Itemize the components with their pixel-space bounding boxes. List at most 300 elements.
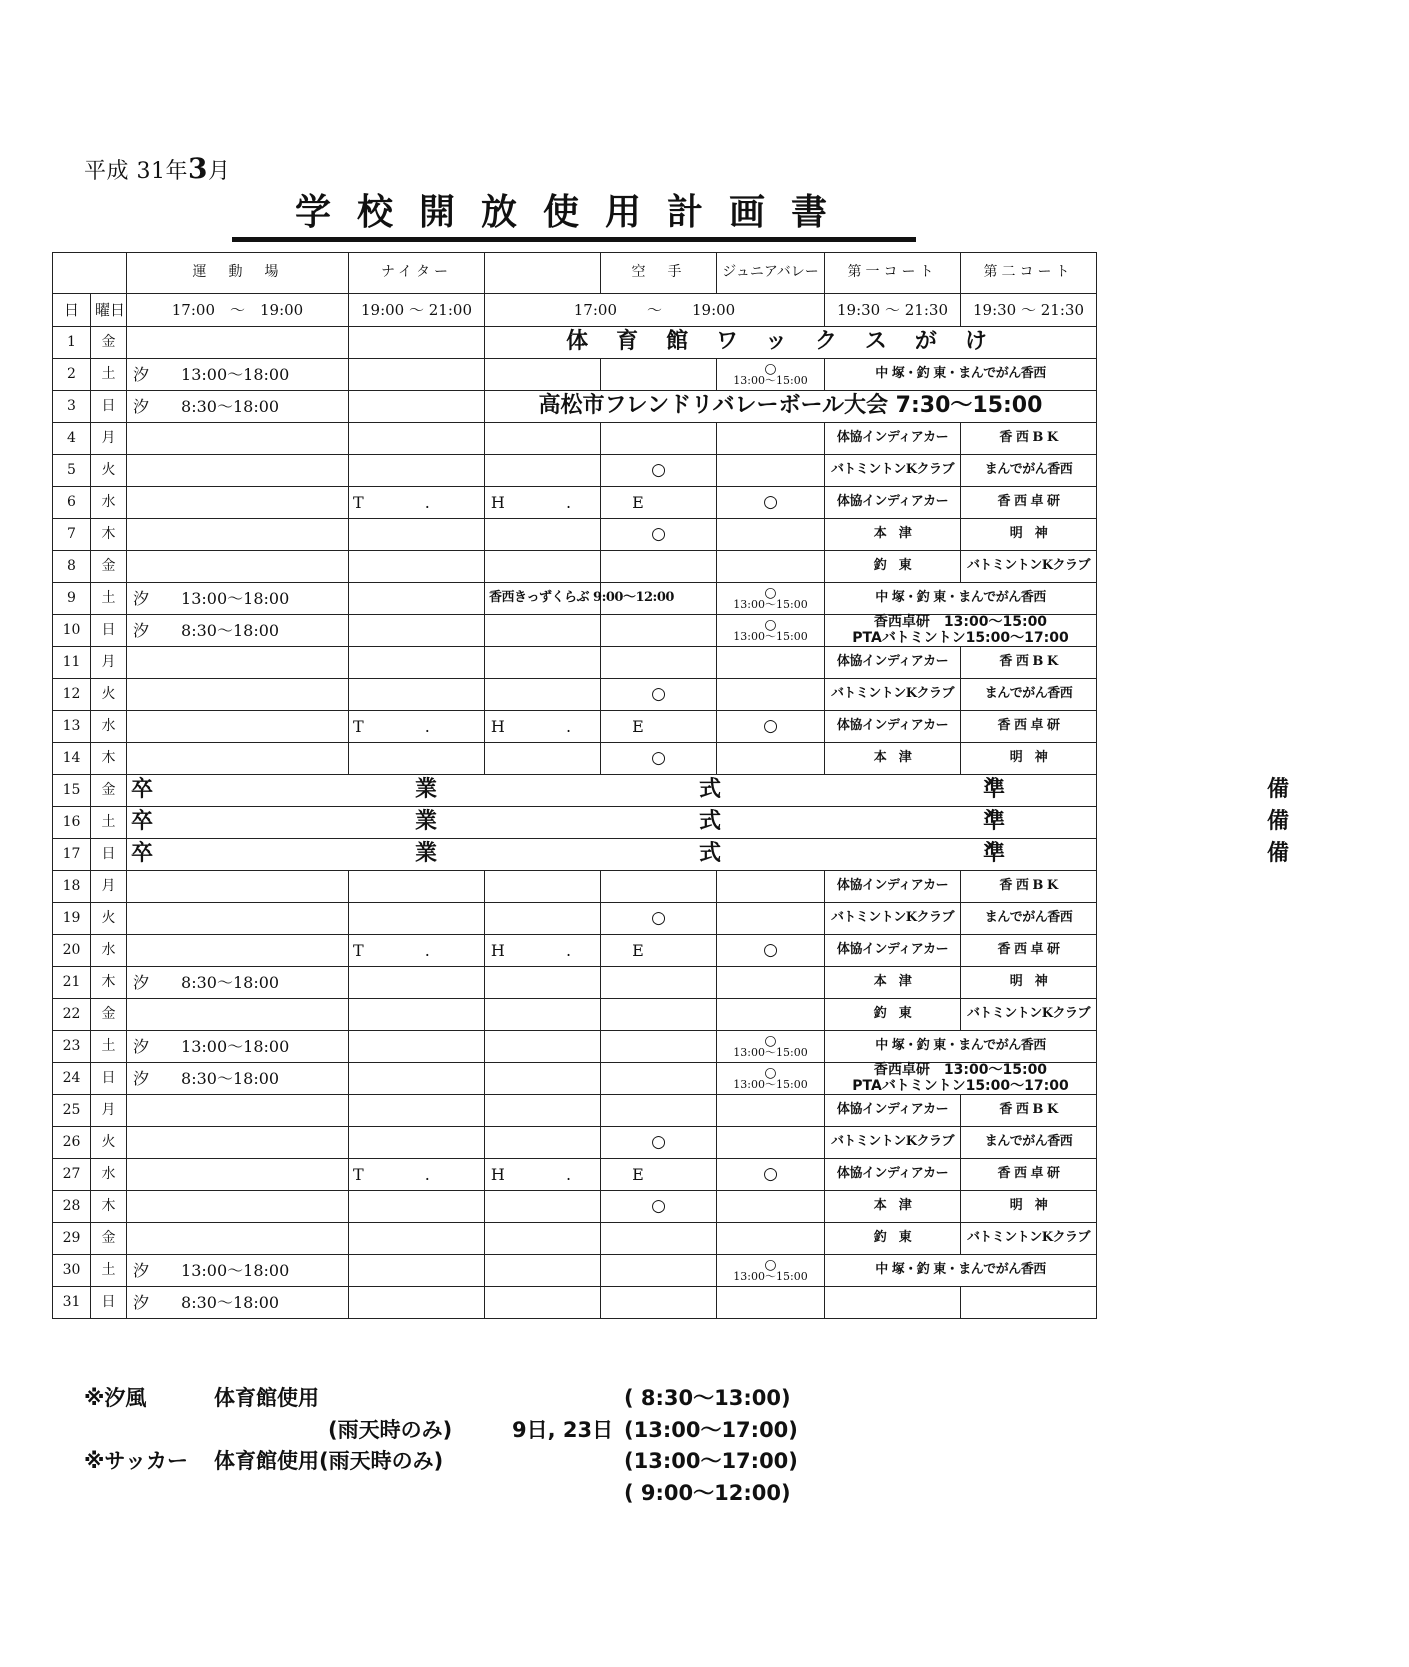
table-row [53,423,1097,455]
table-row [53,743,1097,775]
night-cell [349,583,485,615]
table-row [53,551,1097,583]
junior-volley-cell [717,1287,825,1319]
court-1-cell: バトミントンKクラブ [825,1127,961,1159]
col-night: ナイター [349,253,485,294]
court-1-cell: 体協インディアカー [825,647,961,679]
karate-cell: ○ [601,1191,717,1223]
gym-cell [485,1255,601,1287]
time-gym: 17:00 ～ 19:00 [485,294,825,327]
junior-volley-cell [717,1255,825,1287]
table-row [53,1287,1097,1319]
table-row [53,967,1097,999]
court-1-cell: 釣 東 [825,999,961,1031]
table-row [53,327,1097,359]
table-row [53,903,1097,935]
table-row [53,839,1097,871]
karate-cell [601,359,717,391]
title-underline [232,237,916,242]
night-cell [349,1095,485,1127]
table-row [53,1095,1097,1127]
court-1-cell: バトミントンKクラブ [825,455,961,487]
junior-volley-cell [717,679,825,711]
court-2-cell: 香 西 卓 研 [961,487,1097,519]
junior-volley-cell [717,1223,825,1255]
junior-volley-cell [717,967,825,999]
junior-volley-cell [717,583,825,615]
ground-user: 汐 [133,620,150,640]
schedule-body [53,253,1409,1319]
court-shared-line-1: 中 塚・釣 東・まんでがん香西 [875,590,1046,606]
header-row-facilities [53,253,1097,294]
karate-cell: ○ [601,743,717,775]
day-cell: 28 [53,1191,91,1223]
court-shared-line-1: 中 塚・釣 東・まんでがん香西 [875,1038,1046,1054]
ground-user: 汐 [133,1260,150,1280]
court-shared-line-1: 中 塚・釣 東・まんでがん香西 [875,366,1046,382]
ground-cell [127,359,349,391]
ground-cell [127,519,349,551]
court-1-cell: 体協インディアカー [825,487,961,519]
ground-time: 8:30～18:00 [181,1068,280,1088]
day-cell: 13 [53,711,91,743]
karate-cell [601,423,717,455]
table-row [53,647,1097,679]
ground-cell [127,1127,349,1159]
ground-cell [127,487,349,519]
night-cell [349,1255,485,1287]
ground-user: 汐 [133,364,150,384]
court-2-cell: 香 西 B K [961,647,1097,679]
header-blank [53,253,127,294]
night-cell [349,359,485,391]
night-cell: T . H . E [349,935,485,967]
court-1-cell: 体協インディアカー [825,1159,961,1191]
weekday-cell: 木 [91,519,127,551]
court-1-cell: 体協インディアカー [825,423,961,455]
head-weekday: 曜日 [91,294,127,327]
junior-volley-mark: ○ [763,1164,778,1185]
ground-cell [127,999,349,1031]
junior-volley-cell [717,455,825,487]
ground-user: 汐 [133,1036,150,1056]
table-row [53,999,1097,1031]
junior-volley-cell [717,423,825,455]
day-cell: 10 [53,615,91,647]
col-junior-volley: ジュニアバレー [717,253,825,294]
junior-volley-cell [717,1031,825,1063]
graduation-cell: 卒 業 式 準 備 [127,839,1097,871]
weekday-cell: 木 [91,967,127,999]
night-cell [349,615,485,647]
junior-volley-time: 13:00～15:00 [733,1269,808,1283]
day-cell: 19 [53,903,91,935]
weekday-cell: 日 [91,1287,127,1319]
junior-volley-mark: ○ [764,1256,777,1273]
court-shared-cell [825,615,1097,647]
karate-cell [601,871,717,903]
table-row [53,359,1097,391]
junior-volley-cell [717,487,825,519]
month-number: 3 [188,152,208,185]
gym-cell [485,1031,601,1063]
court-shared-cell [825,1063,1097,1095]
ground-user: 汐 [133,972,150,992]
weekday-cell: 土 [91,1255,127,1287]
gym-cell [485,967,601,999]
night-cell: T . H . E [349,1159,485,1191]
junior-volley-mark: ○ [763,716,778,737]
table-row [53,1191,1097,1223]
weekday-cell: 月 [91,871,127,903]
court-2-cell: バトミントンKクラブ [961,551,1097,583]
weekday-cell: 土 [91,807,127,839]
weekday-cell: 土 [91,583,127,615]
day-cell: 15 [53,775,91,807]
day-cell: 4 [53,423,91,455]
karate-cell [601,1031,717,1063]
ground-cell [127,391,349,423]
table-row [53,1223,1097,1255]
wax-cell: 体育館ワックスがけ [485,327,1097,359]
gym-cell [485,679,601,711]
court-1-cell: 体協インディアカー [825,935,961,967]
karate-cell [601,967,717,999]
table-row [53,775,1097,807]
day-cell: 17 [53,839,91,871]
karate-cell [601,1063,717,1095]
junior-volley-mark: ○ [763,492,778,513]
court-1-cell [825,1287,961,1319]
night-cell [349,1127,485,1159]
col-court-1: 第一コート [825,253,961,294]
junior-volley-cell [717,871,825,903]
court-shared-cell [825,1031,1097,1063]
ground-cell [127,1191,349,1223]
note-shiokaze-time: ( 8:30～13:00) [624,1386,791,1410]
junior-volley-cell [717,1159,825,1191]
day-cell: 25 [53,1095,91,1127]
note-soccer-time-2: ( 9:00～12:00) [624,1481,791,1505]
ground-cell [127,647,349,679]
table-row [53,487,1097,519]
weekday-cell: 金 [91,999,127,1031]
note-soccer-label: ※サッカー [84,1449,188,1473]
junior-volley-cell [717,999,825,1031]
night-cell [349,967,485,999]
karate-cell: ○ [601,903,717,935]
court-shared-line-1: 香西卓研 13:00～15:00 [873,1062,1048,1079]
court-2-cell: バトミントンKクラブ [961,1223,1097,1255]
gym-cell [485,999,601,1031]
weekday-cell: 水 [91,711,127,743]
court-1-cell: バトミントンKクラブ [825,903,961,935]
ground-cell [127,679,349,711]
ground-cell [127,871,349,903]
day-cell: 5 [53,455,91,487]
gym-cell [485,1191,601,1223]
day-cell: 29 [53,1223,91,1255]
night-cell [349,327,485,359]
ground-cell [127,327,349,359]
day-cell: 11 [53,647,91,679]
ground-time: 8:30～18:00 [181,396,280,416]
court-shared-line-2: PTAバトミントン15:00～17:00 [852,629,1069,646]
court-2-cell: まんでがん香西 [961,1127,1097,1159]
court-1-cell: 体協インディアカー [825,1095,961,1127]
table-row [53,679,1097,711]
weekday-cell: 金 [91,551,127,583]
ground-time: 8:30～18:00 [181,1292,280,1312]
court-2-cell: 明 神 [961,1191,1097,1223]
gym-cell [485,1127,601,1159]
junior-volley-mark: ○ [764,1032,777,1049]
table-row [53,391,1097,423]
night-cell [349,455,485,487]
junior-volley-mark: ○ [763,940,778,961]
time-night: 19:00 ～ 21:00 [349,294,485,327]
junior-volley-cell [717,647,825,679]
weekday-cell: 月 [91,1095,127,1127]
ground-time: 13:00～18:00 [181,1036,290,1056]
weekday-cell: 金 [91,327,127,359]
weekday-cell: 木 [91,743,127,775]
col-ground: 運 動 場 [127,253,349,294]
time-court-2: 19:30 ～ 21:30 [961,294,1097,327]
ground-cell [127,903,349,935]
ground-cell [127,1031,349,1063]
day-cell: 30 [53,1255,91,1287]
junior-volley-mark: ○ [764,1064,777,1081]
gym-cell [485,1095,601,1127]
court-1-cell: 体協インディアカー [825,871,961,903]
ground-cell [127,1255,349,1287]
karate-cell [601,1095,717,1127]
day-cell: 16 [53,807,91,839]
weekday-cell: 月 [91,647,127,679]
ground-user: 汐 [133,588,150,608]
night-cell [349,423,485,455]
ground-user: 汐 [133,1068,150,1088]
table-row [53,1031,1097,1063]
junior-volley-cell [717,743,825,775]
era-year: 平成 31年 [84,159,188,184]
col-blank [485,253,601,294]
karate-cell: ○ [601,519,717,551]
table-row [53,519,1097,551]
head-day: 日 [53,294,91,327]
night-cell [349,1063,485,1095]
court-2-cell: 明 神 [961,743,1097,775]
karate-cell [601,1255,717,1287]
junior-volley-cell [717,551,825,583]
day-cell: 12 [53,679,91,711]
junior-volley-cell [717,615,825,647]
graduation-cell: 卒 業 式 準 備 [127,775,1097,807]
karate-cell [601,615,717,647]
weekday-cell: 火 [91,455,127,487]
court-2-cell: 香 西 卓 研 [961,711,1097,743]
weekday-cell: 日 [91,615,127,647]
karate-cell [601,551,717,583]
gym-cell [485,871,601,903]
table-row [53,711,1097,743]
header-row-times [53,294,1097,327]
night-cell [349,871,485,903]
weekday-cell: 日 [91,391,127,423]
court-2-cell: 香 西 B K [961,1095,1097,1127]
court-1-cell: 本 津 [825,519,961,551]
night-cell: T . H . E [349,711,485,743]
month-suffix: 月 [207,159,231,184]
junior-volley-time: 13:00～15:00 [733,597,808,611]
court-2-cell: 香 西 B K [961,423,1097,455]
court-2-cell: 明 神 [961,519,1097,551]
weekday-cell: 水 [91,1159,127,1191]
day-cell: 26 [53,1127,91,1159]
night-cell [349,999,485,1031]
night-cell [349,743,485,775]
table-row [53,583,1097,615]
ground-cell [127,967,349,999]
junior-volley-cell [717,359,825,391]
day-cell: 18 [53,871,91,903]
page-title: 学校開放使用計画書 [294,192,853,233]
weekday-cell: 日 [91,839,127,871]
court-1-cell: バトミントンKクラブ [825,679,961,711]
junior-volley-cell [717,935,825,967]
night-cell [349,903,485,935]
court-1-cell: 釣 東 [825,1223,961,1255]
time-court-1: 19:30 ～ 21:30 [825,294,961,327]
ground-cell [127,551,349,583]
note-shiokaze-use: 体育館使用 [214,1386,319,1410]
karate-cell [601,1287,717,1319]
weekday-cell: 水 [91,487,127,519]
ground-time: 13:00～18:00 [181,588,290,608]
note-shiokaze-label: ※汐風 [84,1386,147,1410]
ground-cell [127,1159,349,1191]
col-court-2: 第二コート [961,253,1097,294]
table-row [53,935,1097,967]
gym-cell [485,519,601,551]
ground-cell [127,1287,349,1319]
weekday-cell: 火 [91,679,127,711]
note-soccer-time: (13:00～17:00) [624,1449,798,1473]
ground-cell [127,583,349,615]
night-cell [349,551,485,583]
gym-cell [485,455,601,487]
junior-volley-cell [717,1191,825,1223]
gym-cell: 香西きっずくらぶ 9:00～12:00 [485,583,601,615]
table-row [53,615,1097,647]
junior-volley-cell [717,519,825,551]
gym-cell [485,743,601,775]
weekday-cell: 金 [91,775,127,807]
court-shared-cell [825,583,1097,615]
time-ground: 17:00 ～ 19:00 [127,294,349,327]
junior-volley-mark: ○ [764,616,777,633]
ground-cell [127,743,349,775]
junior-volley-cell [717,711,825,743]
note-days-time: (13:00～17:00) [624,1418,798,1442]
ground-cell [127,615,349,647]
ground-cell [127,1063,349,1095]
court-2-cell: まんでがん香西 [961,679,1097,711]
court-1-cell: 釣 東 [825,551,961,583]
ground-cell [127,935,349,967]
court-shared-cell [825,1255,1097,1287]
junior-volley-time: 13:00～15:00 [733,1045,808,1059]
gym-cell [485,615,601,647]
weekday-cell: 水 [91,935,127,967]
gym-cell [485,1287,601,1319]
ground-time: 13:00～18:00 [181,364,290,384]
court-2-cell: まんでがん香西 [961,455,1097,487]
junior-volley-time: 13:00～15:00 [733,629,808,643]
weekday-cell: 土 [91,1031,127,1063]
ground-cell [127,711,349,743]
table-row [53,1159,1097,1191]
ground-user: 汐 [133,1292,150,1312]
gym-cell [485,1063,601,1095]
table-row [53,1255,1097,1287]
junior-volley-cell [717,1095,825,1127]
note-soccer-use: 体育館使用(雨天時のみ) [214,1449,444,1473]
court-1-cell: 体協インディアカー [825,711,961,743]
gym-cell [485,1223,601,1255]
night-cell [349,679,485,711]
table-row [53,871,1097,903]
weekday-cell: 日 [91,1063,127,1095]
ground-cell [127,455,349,487]
court-shared-line-2: PTAバトミントン15:00～17:00 [852,1077,1069,1094]
night-cell [349,1191,485,1223]
court-2-cell: 香 西 卓 研 [961,1159,1097,1191]
day-cell: 8 [53,551,91,583]
junior-volley-mark: ○ [764,360,777,377]
court-1-cell: 本 津 [825,967,961,999]
court-2-cell: 香 西 卓 研 [961,935,1097,967]
court-2-cell: 明 神 [961,967,1097,999]
day-cell: 3 [53,391,91,423]
court-2-cell: 香 西 B K [961,871,1097,903]
karate-cell [601,1223,717,1255]
day-cell: 31 [53,1287,91,1319]
table-row [53,1063,1097,1095]
karate-cell: ○ [601,455,717,487]
graduation-cell: 卒 業 式 準 備 [127,807,1097,839]
schedule-table [52,252,1409,1319]
gym-cell [485,359,601,391]
junior-volley-cell [717,1063,825,1095]
day-cell: 22 [53,999,91,1031]
weekday-cell: 金 [91,1223,127,1255]
weekday-cell: 月 [91,423,127,455]
note-days: 9日, 23日 [512,1418,614,1442]
night-cell [349,1031,485,1063]
karate-cell: ○ [601,1127,717,1159]
karate-cell [601,999,717,1031]
night-cell [349,647,485,679]
day-cell: 6 [53,487,91,519]
court-1-cell: 本 津 [825,1191,961,1223]
date-line [84,152,231,185]
ground-user: 汐 [133,396,150,416]
day-cell: 7 [53,519,91,551]
day-cell: 2 [53,359,91,391]
note-rain-condition: (雨天時のみ) [328,1418,453,1442]
